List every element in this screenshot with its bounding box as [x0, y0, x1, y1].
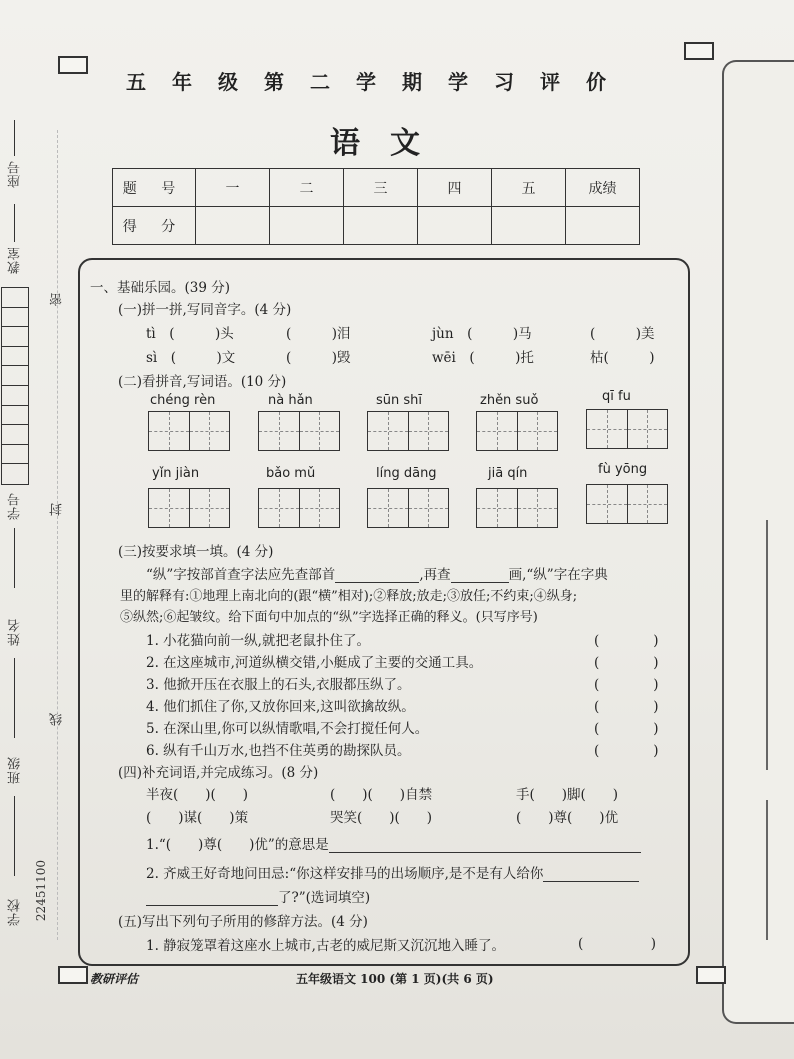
idiom-item[interactable]: ( )谋( )策: [146, 810, 249, 826]
homophone-item[interactable]: ( )美: [590, 326, 655, 342]
pinyin-label: nà hǎn: [268, 393, 313, 408]
homophone-item[interactable]: 枯( ): [590, 350, 655, 366]
part-title: (三)按要求填一填。(4 分): [118, 544, 274, 560]
part-title: (五)写出下列句子所用的修辞方法。(4 分): [118, 914, 368, 930]
question-text: ⑤纵然;⑥起皱纹。给下面句中加点的“纵”字选择正确的释义。(只写序号): [120, 610, 538, 625]
answer-blank[interactable]: [543, 881, 639, 882]
writing-box-pair[interactable]: [148, 411, 230, 451]
score-cell[interactable]: [492, 207, 566, 245]
question-text-segment: ,再查: [419, 567, 451, 583]
corner-mark: [58, 56, 88, 74]
classroom-blank: [14, 204, 15, 242]
question-item: 1. 静寂笼罩着这座水上城市,古老的威尼斯又沉沉地入睡了。: [146, 938, 505, 954]
seat-blank: [14, 120, 15, 156]
score-table-header-row: [113, 169, 640, 207]
writing-box-pair[interactable]: [367, 411, 449, 451]
question-item: 1. 小花猫向前一纵,就把老鼠扑住了。: [146, 633, 370, 649]
question-item: 3. 他掀开压在衣服上的石头,衣服都压纵了。: [146, 677, 411, 693]
exam-title: 五年级第二学期学习评价: [126, 70, 632, 94]
answer-blank[interactable]: [451, 582, 509, 583]
seat-label: 座号: [8, 160, 23, 188]
answer-paren[interactable]: ( ): [594, 721, 659, 737]
pinyin-label: jiā qín: [488, 466, 528, 481]
seal-mark-mi: 密: [50, 292, 65, 306]
writing-box-pair[interactable]: [258, 488, 340, 528]
pinyin-label: qī fu: [602, 389, 631, 404]
score-cell[interactable]: [270, 207, 344, 245]
seal-mark-feng: 封: [50, 502, 65, 516]
question-item: 4. 他们抓住了你,又放你回来,这叫欲擒故纵。: [146, 699, 415, 715]
seat-number-grid: [1, 287, 29, 485]
score-header-cell: 三: [344, 169, 418, 207]
idiom-item[interactable]: 手( )脚( ): [516, 787, 619, 803]
question-text-segment: 了?”(选词填空): [278, 890, 371, 906]
score-cell[interactable]: [566, 207, 640, 245]
idiom-item[interactable]: ( )尊( )优: [516, 810, 619, 826]
answer-paren[interactable]: ( ): [594, 655, 659, 671]
answer-paren[interactable]: ( ): [594, 677, 659, 693]
question-text-segment: “纵”字按部首查字法应先查部首: [146, 567, 336, 583]
part-title: (二)看拼音,写词语。(10 分): [118, 374, 287, 390]
question-item: 5. 在深山里,你可以纵情歌唱,不会打搅任何人。: [146, 721, 429, 737]
margin-line: [766, 800, 768, 940]
score-table-score-row: [113, 207, 640, 245]
answer-paren[interactable]: ( ): [578, 936, 657, 952]
idiom-item[interactable]: ( )( )自禁: [330, 787, 433, 803]
answer-paren[interactable]: ( ): [594, 743, 659, 759]
corner-mark: [58, 966, 88, 984]
classroom-label: 教室: [8, 246, 23, 274]
page-footer: 五年级语文 100 (第 1 页)(共 6 页): [296, 972, 494, 986]
writing-box-pair[interactable]: [586, 409, 668, 449]
score-row-label: 得 分: [113, 207, 196, 245]
idiom-item[interactable]: 半夜( )( ): [146, 787, 249, 803]
question-text: [146, 833, 641, 853]
answer-blank[interactable]: [335, 582, 419, 583]
seal-mark-xian: 线: [50, 712, 65, 726]
score-header-cell: 五: [492, 169, 566, 207]
homophone-item[interactable]: ( )毁: [286, 350, 351, 366]
pinyin-label: fù yōng: [598, 462, 648, 477]
score-header-cell: 成绩: [566, 169, 640, 207]
part-title: (一)拼一拼,写同音字。(4 分): [118, 302, 292, 318]
school-label: 学校: [8, 898, 23, 926]
question-text: [146, 563, 608, 583]
answer-blank[interactable]: [146, 905, 278, 906]
score-cell[interactable]: [344, 207, 418, 245]
answer-blank[interactable]: [329, 852, 641, 853]
part-title: (四)补充词语,并完成练习。(8 分): [118, 765, 319, 781]
question-text: [146, 862, 639, 882]
writing-box-pair[interactable]: [367, 488, 449, 528]
score-header-cell: 二: [270, 169, 344, 207]
homophone-item[interactable]: wēi ( )托: [432, 350, 534, 366]
publisher-mark: 教研评估: [90, 972, 139, 986]
question-text-segment: 画,“纵”字在字典: [508, 567, 608, 583]
pinyin-label: zhěn suǒ: [480, 393, 539, 408]
binding-dash-line: [57, 130, 58, 940]
homophone-item[interactable]: tì ( )头: [146, 326, 234, 342]
writing-box-pair[interactable]: [148, 488, 230, 528]
writing-box-pair[interactable]: [258, 411, 340, 451]
question-item: 2. 在这座城市,河道纵横交错,小艇成了主要的交通工具。: [146, 655, 483, 671]
score-header-cell: 四: [418, 169, 492, 207]
answer-margin-panel: [722, 60, 794, 1024]
name-label: 姓名: [8, 618, 23, 646]
answer-paren[interactable]: ( ): [594, 699, 659, 715]
score-table: [112, 168, 640, 245]
score-cell[interactable]: [418, 207, 492, 245]
writing-box-pair[interactable]: [476, 411, 558, 451]
writing-box-pair[interactable]: [586, 484, 668, 524]
class-blank: [14, 796, 15, 876]
homophone-item[interactable]: jùn ( )马: [432, 326, 532, 342]
subject-title: 语文: [330, 126, 450, 161]
pinyin-label: bǎo mǔ: [266, 466, 316, 481]
question-item: 6. 纵有千山万水,也挡不住英勇的勘探队员。: [146, 743, 411, 759]
corner-mark: [684, 42, 714, 60]
student-no-blank: [14, 528, 15, 588]
pinyin-label: chéng rèn: [150, 393, 216, 408]
idiom-item[interactable]: 哭笑( )( ): [330, 810, 433, 826]
question-text: 里的解释有:①地理上南北向的(跟“横”相对);②释放;放走;③放任;不约束;④纵身;: [120, 589, 578, 604]
homophone-item[interactable]: ( )泪: [286, 326, 351, 342]
margin-line: [766, 520, 768, 770]
question-text: [146, 886, 370, 906]
section-title: 一、基础乐园。(39 分): [90, 280, 231, 296]
writing-box-pair[interactable]: [476, 488, 558, 528]
pinyin-label: yǐn jiàn: [152, 466, 200, 481]
homophone-item[interactable]: sì ( )文: [146, 350, 236, 366]
name-blank: [14, 658, 15, 738]
question-text-segment: 2. 齐威王好奇地问田忌:“你这样安排马的出场顺序,是不是有人给你: [146, 866, 544, 882]
score-header-cell: 题 号: [113, 169, 196, 207]
student-no-label: 学号: [8, 492, 23, 520]
paper-code: 22451100: [34, 860, 48, 922]
pinyin-label: líng dāng: [376, 466, 437, 481]
pinyin-label: sūn shī: [376, 393, 423, 408]
corner-mark: [696, 966, 726, 984]
score-cell[interactable]: [196, 207, 270, 245]
question-text-segment: 1.“( )尊( )优”的意思是: [146, 837, 329, 853]
class-label: 班级: [8, 756, 23, 784]
score-header-cell: 一: [196, 169, 270, 207]
answer-paren[interactable]: ( ): [594, 633, 659, 649]
